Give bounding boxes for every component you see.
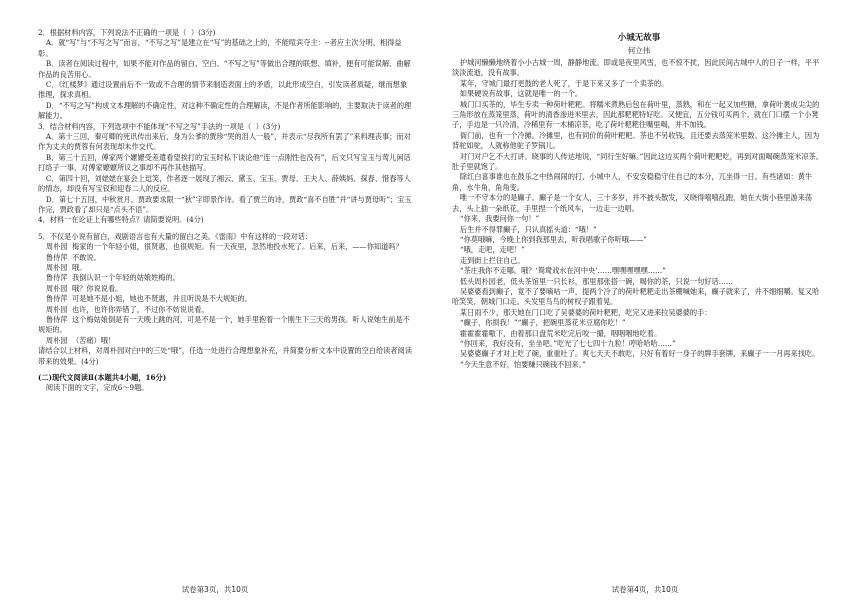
question-5-stem: 5．不仅是小说有留白，戏剧语言也有大量的留白之美。《雷雨》中有这样的一段对话： bbox=[38, 231, 313, 241]
question-3-option-b: B．第三十五回，傅家两个嬷嬷受差遣看望挨打的宝玉时私下谈论他“连一点刚性也没有”，后文只写宝玉与莺儿闲话打络子一事，对傅家嬷嬷所议之事却不再作其他描写。 bbox=[38, 152, 411, 173]
story-title: 小城无故事 bbox=[617, 33, 661, 43]
story-paragraph: 吴婆婆看到癫子，竟不了要嘀咕一声，提两个冷了的荷叶粑粑走出茶棚喊她来，癫子就来了，并不细细嚼。复又哈哈笑笑，朝城门口走。头发里鸟鸟的树杈子跟着晃。 bbox=[452, 286, 820, 307]
story-paragraph: “你莫哦嘛，今晚上你到我那里去，听我唱歌子你听哦——” bbox=[459, 234, 647, 244]
story-paragraph: “茶庄我你不走哪。哦？‘鸳鸯戏水在河中央’……嘿嘿嘿嘿嘿……” bbox=[459, 266, 666, 276]
dialogue-line: 周朴园 哦？你说说看。 bbox=[45, 283, 123, 293]
question-2-option-a: A．就“写”与“不写之写”而言，“不写之写”是建立在“写”的基础之上的，不能喧宾夺主：--者应主次分明，相得益彰。 bbox=[38, 38, 402, 58]
story-paragraph: “癫子，你损我！”“癫子，把碗里蒸花米豆腐你吃！” bbox=[459, 318, 626, 328]
dialogue-line: 鲁侍萍 我倒认识一个年轻的姑娘姓梅的。 bbox=[45, 273, 180, 283]
story-paragraph: 护城河懒懒地绕着小小古城一周，静静地流。即或是夜里风雪，也不惊不扰，因此民间古城中人的日子一样，平平淡淡流逝，没有故事。 bbox=[452, 58, 820, 78]
right-page bbox=[430, 0, 860, 609]
story-paragraph: 霍霍霍霍嗷下，由着那口盘荒米吃完后咬一撮，咽咽咽地吃着。 bbox=[459, 328, 662, 338]
question-3-option-d: D．第七十五回，中秋赏月，贾政要求限一“秋”字即景作诗。看了贾兰的诗，贾政“喜不自胜”并“讲与贾母听”；宝玉作完，贾政看了却只是“点头不语”。 bbox=[38, 194, 412, 214]
story-paragraph: 对门对户乞不大打讲。晓事的人传达地说，“同行生好嘛。”因此这边买两个荷叶粑粑吃，再到对面喝碗蒸笼米凉茶。肚子里就饱了。 bbox=[452, 151, 824, 172]
story-paragraph: 某日雨不少，那天她在门口吃了吴婆婆的荷叶粑粑，吃完又进来拉吴婆婆的手： bbox=[459, 307, 712, 317]
dialogue-line: 周朴园 哦。 bbox=[45, 262, 87, 272]
question-2-option-d: D．“不写之写”构成文本理解的不确定性，对这种不确定性的合理解读，不是作者所能影响的，主要取决于读者的理解能力。 bbox=[38, 100, 412, 121]
question-3-stem: 3．结合材料内容，下列选项中不能体现“不写之写”手法的一项是（ ）(3分) bbox=[38, 121, 281, 131]
dialogue-line: 鲁侍萍 不敢说。 bbox=[45, 252, 101, 262]
question-2-option-b: B．读者在阅读过程中，如果不能对作品的留白、空白、“不写之写”等做出合理的联想、填补，便有可能误解、曲解作品的良苦用心。 bbox=[38, 59, 411, 79]
question-5-task: 请结合以上材料，对周朴园对白中的三处“哦”，任选一处进行合理想象补充，并简要分析文本中设置的空白给读者阅读带来的效果。(4分) bbox=[38, 346, 412, 366]
page-footer: 试卷第3页，共10页 bbox=[181, 585, 249, 594]
question-2-stem: 2．根据材料内容，下列说法不正确的一项是（ ）(3分) bbox=[38, 28, 216, 37]
story-paragraph: 低头周朴园老，低头茶馆里一只长衫，那里那张搭一碗，喝你的茶，只说一句好话…… bbox=[459, 276, 734, 286]
story-paragraph: 后生并不得罪癫子，只认真摇头道：“哦！” bbox=[459, 224, 597, 234]
story-paragraph: 唯一不守本分的是癫子。癫子是一个女人，三十多岁，并不披头散发，又晓得嘻嘻乱跑，她在大街小巷里游来荡去，头上插一朵纸花，手里捏一个纸风车，一边走一边唱。 bbox=[452, 193, 813, 213]
story-paragraph: 如果硬说有故事，这就是唯一的一个。 bbox=[459, 89, 583, 99]
story-paragraph: 吴婆婆癫子才对上吃了碗，重重吐了。爽七天天不敢吃，只好有着好一身子的牌手套牌，来癫子一一月再来找吃。 bbox=[459, 349, 820, 359]
section-instruction: 阅读下面的文字，完成6～9题。 bbox=[45, 383, 149, 393]
dialogue-line: 周朴园 （苦痛）哦！ bbox=[45, 335, 116, 345]
question-3-option-a: A．第十三回，秦可卿的死讯传出来后，身为公爹的贾珍“哭的泪人一般”，并表示“尽我所有罢了”来料理丧事；而对作为丈夫的贾蓉有何表现却未作交代。 bbox=[38, 132, 411, 152]
story-paragraph: 除红白喜事谁也在鼓乐之中热闹闹的打，小城中人，不安安稳稳守住自己的本分，兀坐得一日。有些诸如：黄牛角，水牛角，角角变。 bbox=[452, 172, 813, 192]
story-paragraph: “今天生意不好，怕要赚只碗钱不回来。” bbox=[459, 359, 586, 369]
story-paragraph: “你来，我要问你一句！” bbox=[459, 214, 540, 224]
dialogue-line: 周朴园 也许，也许你弄错了，不过你不妨说说看。 bbox=[45, 304, 209, 314]
question-3-option-c: C．第四十回，刘姥姥在宴会上逗笑，作者逐一展现了湘云、黛玉、宝玉、贾母、王夫人、薛姨妈、探春、惜春等人的情态，却没有写宝钗和迎春二人的反应。 bbox=[38, 173, 411, 194]
story-paragraph: 某年，守城门最打更鼓的老人死了，于是下来又多了一个卖茶的。 bbox=[459, 78, 669, 88]
story-paragraph: “你回来，我好没有，坐坐吧。”吃光了七七四十九粒！哼哈哈哈……” bbox=[459, 338, 676, 348]
dialogue-line: 鲁侍萍 可是她不是小姐，她也不贤惠，并且听说是不大规矩的。 bbox=[45, 294, 252, 304]
dialogue-line: 鲁侍萍 这个梅姑娘倒是有一天晚上跳的河，可是不是一个，她手里抱着一个刚生下三天的男孩。听人说她生前是不规矩的。 bbox=[38, 314, 410, 335]
story-paragraph: “哦，走吧，走吧！” bbox=[459, 245, 525, 255]
question-4: 4．材料一在论证上有哪些特点？请简要说明。(4分) bbox=[38, 215, 204, 225]
story-author: 何立伟 bbox=[627, 46, 651, 55]
story-paragraph: 走到街上拦住自己。 bbox=[459, 255, 525, 265]
section-heading: (二)现代文阅读Ⅱ(本题共4小题，16分) bbox=[38, 373, 167, 382]
page-footer: 试卷第4页，共10页 bbox=[611, 585, 679, 594]
story-paragraph: 城门口买茶的，毕生专卖一种荷叶粑粑。将糯米煮熟后包在荷叶里，蒸熟，和在一起又加些糖，拿荷叶裹成尖尖的三角形放在蒸笼里蒸，荷叶的清香渗进米里去，因此那粑粑特好吃。又便宜，五分钱可买两个。就在门口摆一个小凳子，手边是一只冷清，冷稀里有一木桶凉茶，吃了荷叶粑粑往嘴里喝，并不加钱。 bbox=[452, 99, 820, 130]
question-2-option-c: C．《红楼梦》通过设置前后不一致或不合理的情节来制造表面上的矛盾，以此形成空白，引发读者质疑，继而想象推理，探求真相。 bbox=[38, 80, 408, 100]
dialogue-line: 周朴园 梅家的一个年轻小姐，很贤惠，也很规矩。有一天夜里，忽然地投水死了。后来，后来，——你知道吗？ bbox=[45, 242, 403, 252]
story-paragraph: 衙门前，也有一个冷摊。冷摊里，也有同价的荷叶粑粑。茶也不另收钱，且还要去蒸笼米里数。这冷摊主人，因为背驼如驼，人就称他驼子罗锅儿。 bbox=[452, 130, 820, 151]
